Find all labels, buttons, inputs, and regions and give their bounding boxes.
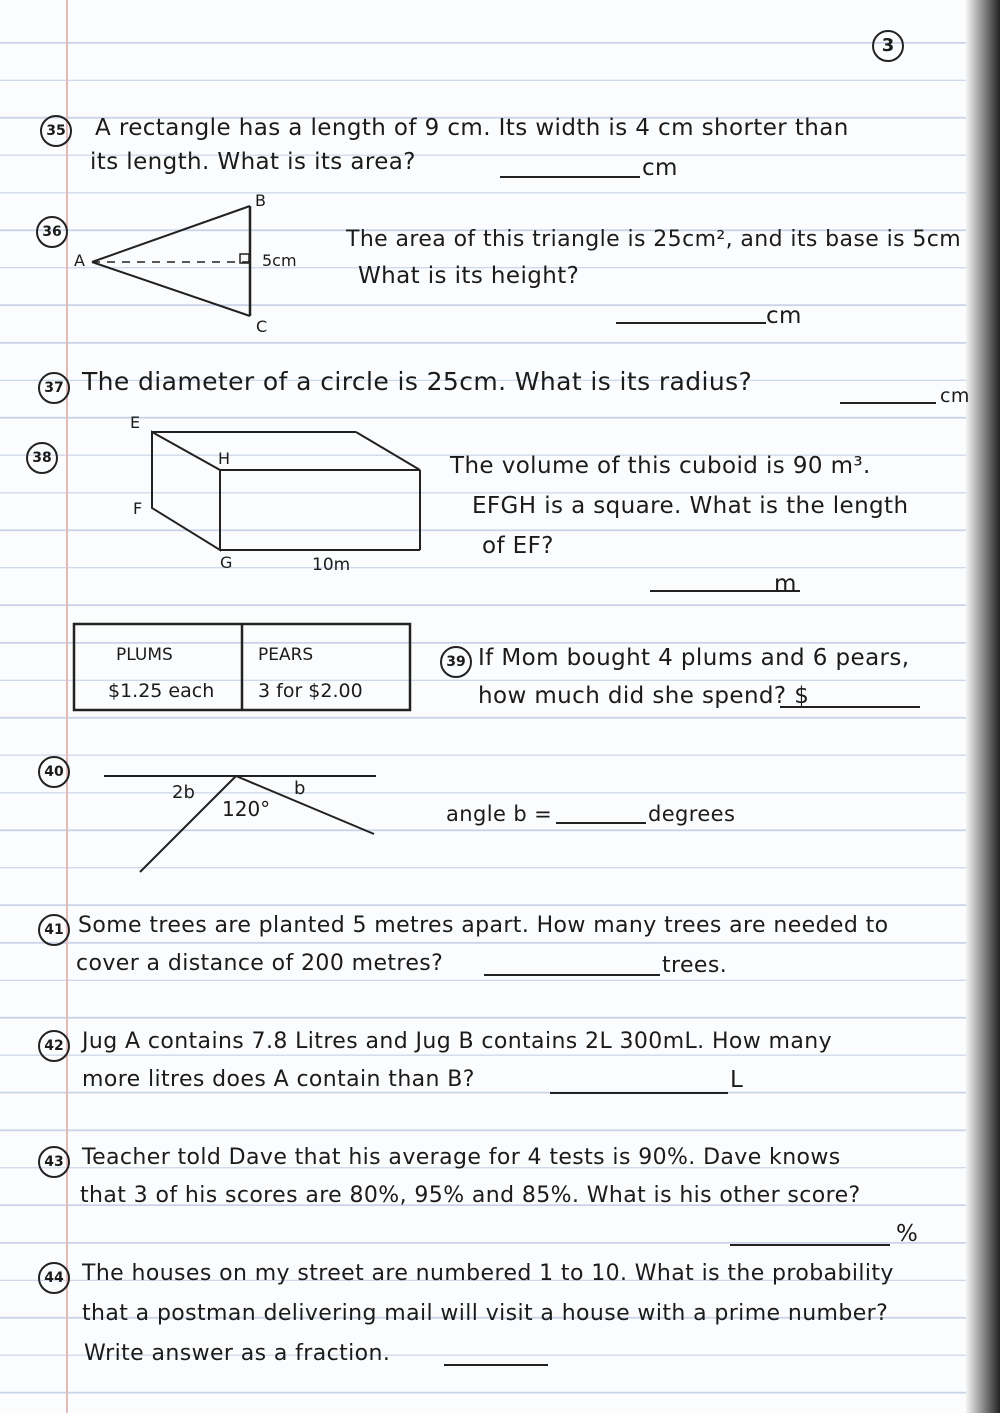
question-37-line-1: The diameter of a circle is 25cm. What is its radius? [82,367,753,396]
question-43-unit: % [896,1221,919,1247]
question-42-line-1: Jug A contains 7.8 Litres and Jug B contains 2L 300mL. How many [82,1029,833,1054]
triangle-label-c: C [256,317,268,336]
question-44-number: 44 [38,1262,70,1294]
question-44-line-2: that a postman delivering mail will visit a house with a prime number? [82,1301,889,1326]
table-header-pears: PEARS [258,645,314,665]
question-42-line-2: more litres does A contain than B? [82,1067,475,1092]
question-43-line-1: Teacher told Dave that his average for 4 tests is 90%. Dave knows [82,1145,841,1170]
question-38-number: 38 [26,442,58,474]
question-35-unit: cm [642,155,678,181]
question-44-line-3: Write answer as a fraction. [84,1341,391,1366]
question-35-number: 35 [40,115,72,147]
question-42-answer-blank[interactable] [550,1092,728,1094]
question-36-line-1: The area of this triangle is 25cm², and its base is 5cm [346,227,962,252]
question-37-number: 37 [38,372,70,404]
question-44-line-1: The houses on my street are numbered 1 to 10. What is the probability [82,1261,894,1286]
triangle-label-b: B [255,191,266,210]
question-38-line-2: EFGH is a square. What is the length [472,493,909,519]
cuboid-label-f: F [133,499,143,518]
triangle-side-label: 5cm [262,251,297,270]
table-header-plums: PLUMS [116,645,173,665]
question-39-line-1: If Mom bought 4 plums and 6 pears, [478,645,910,671]
question-43-line-2: that 3 of his scores are 80%, 95% and 85%. What is his other score? [80,1183,861,1208]
question-40-unit: degrees [648,802,736,826]
angle-label-2b: 2b [172,782,195,803]
cuboid-label-h: H [218,449,231,468]
question-38-line-3: of EF? [482,533,554,559]
question-40-answer-blank[interactable] [556,822,646,824]
question-39-line-2: how much did she spend? $ [478,683,810,709]
question-41-line-1: Some trees are planted 5 metres apart. How many trees are needed to [78,913,889,938]
question-40-number: 40 [38,756,70,788]
question-36-unit: cm [766,303,802,329]
table-price-pears: 3 for $2.00 [258,680,363,702]
question-35-line-2: its length. What is its area? [90,149,416,175]
question-42-unit: L [730,1067,744,1093]
cuboid-label-g: G [220,553,233,572]
question-36-number: 36 [36,216,68,248]
question-41-number: 41 [38,914,70,946]
question-42-number: 42 [38,1030,70,1062]
question-44-answer-blank[interactable] [444,1364,548,1366]
question-41-unit: trees. [662,953,728,978]
question-41-answer-blank[interactable] [484,974,660,976]
question-41-line-2: cover a distance of 200 metres? [76,951,444,976]
question-43-number: 43 [38,1146,70,1178]
question-39-number: 39 [440,646,472,678]
question-37-unit: cm [940,385,970,407]
question-35-line-1: A rectangle has a length of 9 cm. Its width is 4 cm shorter than [95,115,849,141]
angle-label-b: b [294,778,306,799]
question-38-line-1: The volume of this cuboid is 90 m³. [450,453,871,479]
question-43-answer-blank[interactable] [730,1244,890,1246]
table-price-plums: $1.25 each [108,680,215,702]
angle-label-120: 120° [222,797,271,821]
triangle-label-a: A [74,251,85,270]
page-number: 3 [872,30,904,62]
question-36-line-2: What is its height? [358,263,580,289]
question-40-prompt: angle b = [446,802,553,826]
cuboid-length-label: 10m [312,555,351,575]
question-38-unit: m [774,571,797,597]
cuboid-label-e: E [130,413,141,432]
